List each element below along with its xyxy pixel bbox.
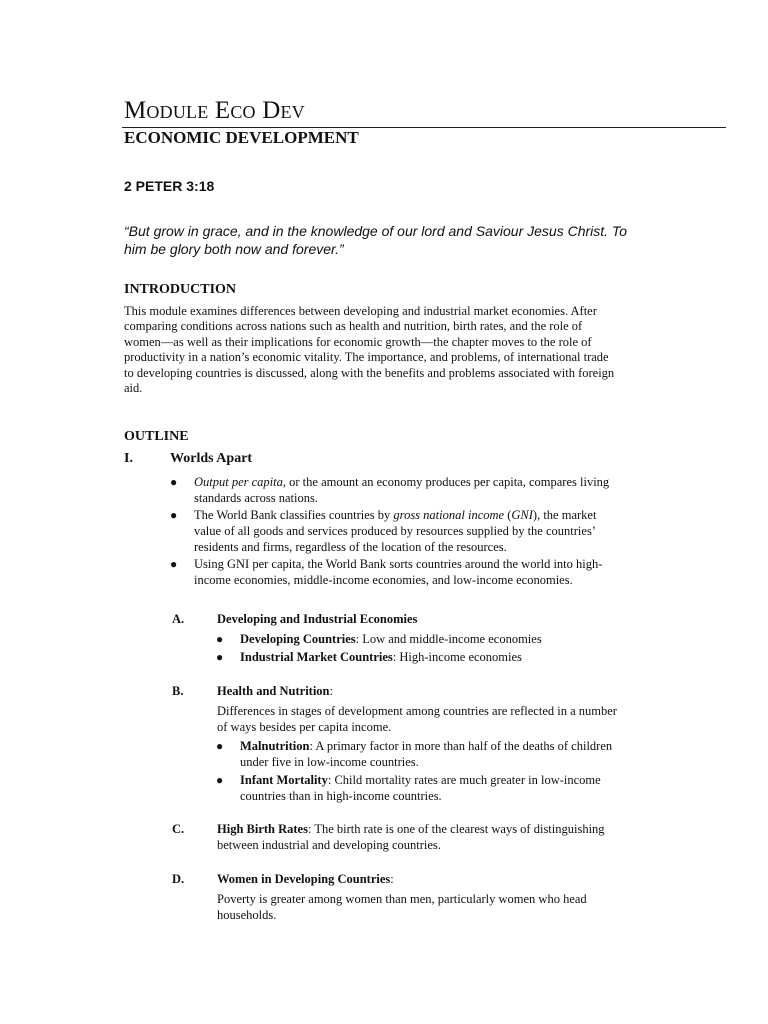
document-subtitle: ECONOMIC DEVELOPMENT: [124, 128, 359, 147]
bullet-text: : Child mortality rates are much greater in low-income: [327, 773, 601, 787]
verse-reference: 2 PETER 3:18: [124, 178, 215, 194]
body-line: Poverty is greater among women than men, particularly women who head: [217, 892, 587, 906]
body-line: households.: [217, 908, 277, 922]
health-nutrition-bullets: [216, 738, 676, 804]
verse-line: “But grow in grace, and in the knowledge of our lord and Saviour Jesus Christ. To: [124, 223, 627, 239]
bullet-icon: ●: [170, 508, 178, 522]
paragraph-line: This module examines differences between developing and industrial market economies. After: [124, 304, 597, 318]
list-item: [170, 507, 676, 555]
bullet-icon: ●: [216, 739, 224, 753]
worlds-apart-bullets: [170, 474, 676, 588]
paragraph-line: to developing countries is discussed, along with the benefits and problems associated with foreign: [124, 365, 615, 380]
high-birth-rates-body: [217, 821, 675, 853]
bullet-icon: ●: [170, 557, 178, 571]
item-letter-a: A.: [172, 612, 185, 626]
bullet-text: income economies, middle-income economies, and low-income economies.: [194, 573, 573, 587]
item-letter-d: D.: [172, 872, 185, 886]
list-item: [216, 649, 676, 665]
term-gni-abbrev: GNI: [511, 508, 533, 522]
bullet-text: : Low and middle-income economies: [355, 632, 542, 646]
title-suffix: :: [329, 684, 333, 698]
item-letter-c: C.: [172, 822, 185, 836]
item-title-text: Developing and Industrial Economies: [217, 612, 418, 626]
term-malnutrition: Malnutrition: [240, 739, 310, 753]
bullet-icon: ●: [170, 475, 178, 489]
term-high-birth-rates: High Birth Rates: [217, 822, 308, 836]
body-text: : The birth rate is one of the clearest ways of distinguishing: [307, 822, 605, 836]
item-title-text: Women in Developing Countries: [217, 872, 391, 886]
item-letter-b: B.: [172, 684, 184, 698]
item-title-d: [217, 871, 394, 887]
bullet-text: standards across nations.: [194, 491, 318, 505]
bullet-icon: ●: [216, 632, 224, 646]
list-item: [216, 631, 676, 647]
bullet-icon: ●: [216, 773, 224, 787]
women-developing-body: [217, 891, 675, 923]
body-line: of ways besides per capita income.: [217, 720, 392, 734]
verse-line: him be glory both now and forever.”: [124, 241, 344, 257]
bullet-text: ), the market: [532, 508, 597, 522]
bullet-text: Using GNI per capita, the World Bank sorts countries around the world into high-: [194, 557, 603, 571]
term-infant-mortality: Infant Mortality: [240, 773, 328, 787]
term-output-per-capita: Output per capita: [194, 475, 283, 489]
bullet-text: : High-income economies: [392, 650, 522, 664]
outline-heading: OUTLINE: [124, 429, 189, 444]
verse-quote: [124, 222, 684, 258]
body-line: Differences in stages of development among countries are reflected in a number: [217, 704, 617, 718]
term-gni: gross national income: [393, 508, 505, 522]
module-title: Module Eco Dev: [124, 97, 305, 124]
introduction-heading: INTRODUCTION: [124, 282, 237, 297]
item-title-a: [217, 611, 417, 627]
item-title-text: Health and Nutrition: [217, 684, 330, 698]
bullet-icon: ●: [216, 650, 224, 664]
list-item: [170, 556, 676, 588]
developing-industrial-bullets: [216, 631, 676, 665]
bullet-text: under five in low-income countries.: [240, 755, 419, 769]
paragraph-line: comparing conditions across nations such as health and nutrition, birth rates, and the role of: [124, 319, 583, 334]
bullet-text: , or the amount an economy produces per capita, compares living: [282, 475, 610, 489]
list-item: [216, 772, 676, 804]
health-nutrition-body: [217, 703, 675, 735]
bullet-text: : A primary factor in more than half of the deaths of children: [309, 739, 613, 753]
item-title-b: [217, 683, 333, 699]
bullet-text: The World Bank classifies countries by: [194, 508, 394, 522]
introduction-paragraph: [124, 304, 676, 396]
bullet-text: countries than in high-income countries.: [240, 789, 442, 803]
term-industrial-market-countries: Industrial Market Countries: [240, 650, 393, 664]
paragraph-line: aid.: [124, 381, 143, 396]
body-line: between industrial and developing countries.: [217, 838, 441, 852]
bullet-text: (: [504, 508, 512, 522]
bullet-text: residents and firms, regardless of the location of the resources.: [194, 540, 507, 554]
list-item: [170, 474, 676, 506]
section-title: Worlds Apart: [170, 451, 253, 466]
paragraph-line: productivity in a nation’s economic vitality. The importance, and problems, of international trade: [124, 350, 609, 365]
title-suffix: :: [390, 872, 394, 886]
term-developing-countries: Developing Countries: [240, 632, 356, 646]
bullet-text: value of all goods and services produced by resources supplied by the countries’: [194, 524, 596, 538]
section-number: I.: [124, 451, 133, 466]
list-item: [216, 738, 676, 770]
paragraph-line: women—as well as their implications for economic growth—the chapter moves to the role of: [124, 334, 592, 349]
